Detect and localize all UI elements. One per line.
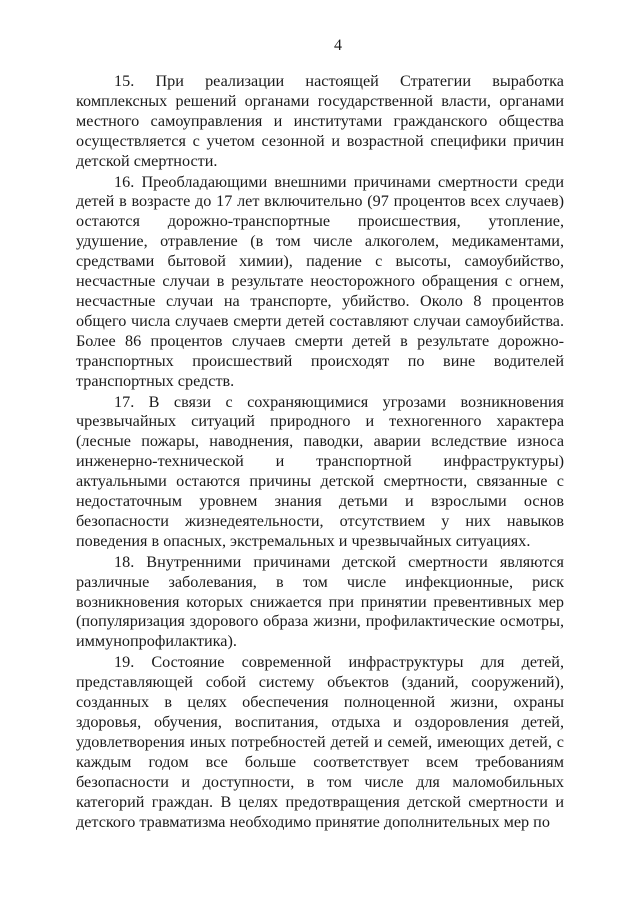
page-number: 4 (334, 37, 342, 54)
paragraph-18: 18. Внутренними причинами детской смертности являются различные заболевания, в том числе инфекционные, риск возникновения которых снижается при принятии превентивных мер (популяризация здорового образа жизни, профилактические осмотры, иммунопрофилактика). (76, 552, 564, 651)
paragraph-17: 17. В связи с сохраняющимися угрозами возникновения чрезвычайных ситуаций природного и техногенного характера (лесные пожары, наводнения, паводки, аварии вследствие износа инженерно-технической и транспортной инфраструктуры) актуальными остаются причины детской смертности, связанные с недостаточным уровнем знания детьми и взрослыми основ безопасности жизнедеятельности, отсутствием у них навыков поведения в опасных, экстремальных и чрезвычайных ситуациях. (76, 392, 564, 550)
paragraph-19: 19. Состояние современной инфраструктуры для детей, представляющей собой систему объектов (зданий, сооружений), созданных в целях обеспечения полноценной жизни, охраны здоровья, обучения, воспитания, отдыха и оздоровления детей, удовлетворения иных потребностей детей и семей, имеющих детей, с каждым годом все больше соответствует всем требованиям безопасности и доступности, в том числе для маломобильных категорий граждан. В целях предотвращения детской смертности и детского травматизма необходимо принятие дополнительных мер по (76, 653, 564, 831)
paragraph-15: 15. При реализации настоящей Стратегии выработка комплексных решений органами государственной власти, органами местного самоуправления и институтами гражданского общества осуществляется с учетом сезонной и возрастной специфики причин детской смертности. (76, 72, 564, 170)
document-body (76, 72, 564, 833)
paragraph-16: 16. Преобладающими внешними причинами смертности среди детей в возрасте до 17 лет включительно (97 процентов всех случаев) остаются дорожно-транспортные происшествия, утопление, удушение, отравление (в том числе алкоголем, медикаментами, средствами бытовой химии), падение с высоты, самоубийство, несчастные случаи в результате неосторожного обращения с огнем, несчастные случаи на транспорте, убийство. Около 8 процентов общего числа случаев смерти детей составляют случаи самоубийства. Более 86 процентов случаев смерти детей в результате дорожно-транспортных происшествий происходят по вине водителей транспортных средств. (76, 172, 564, 390)
